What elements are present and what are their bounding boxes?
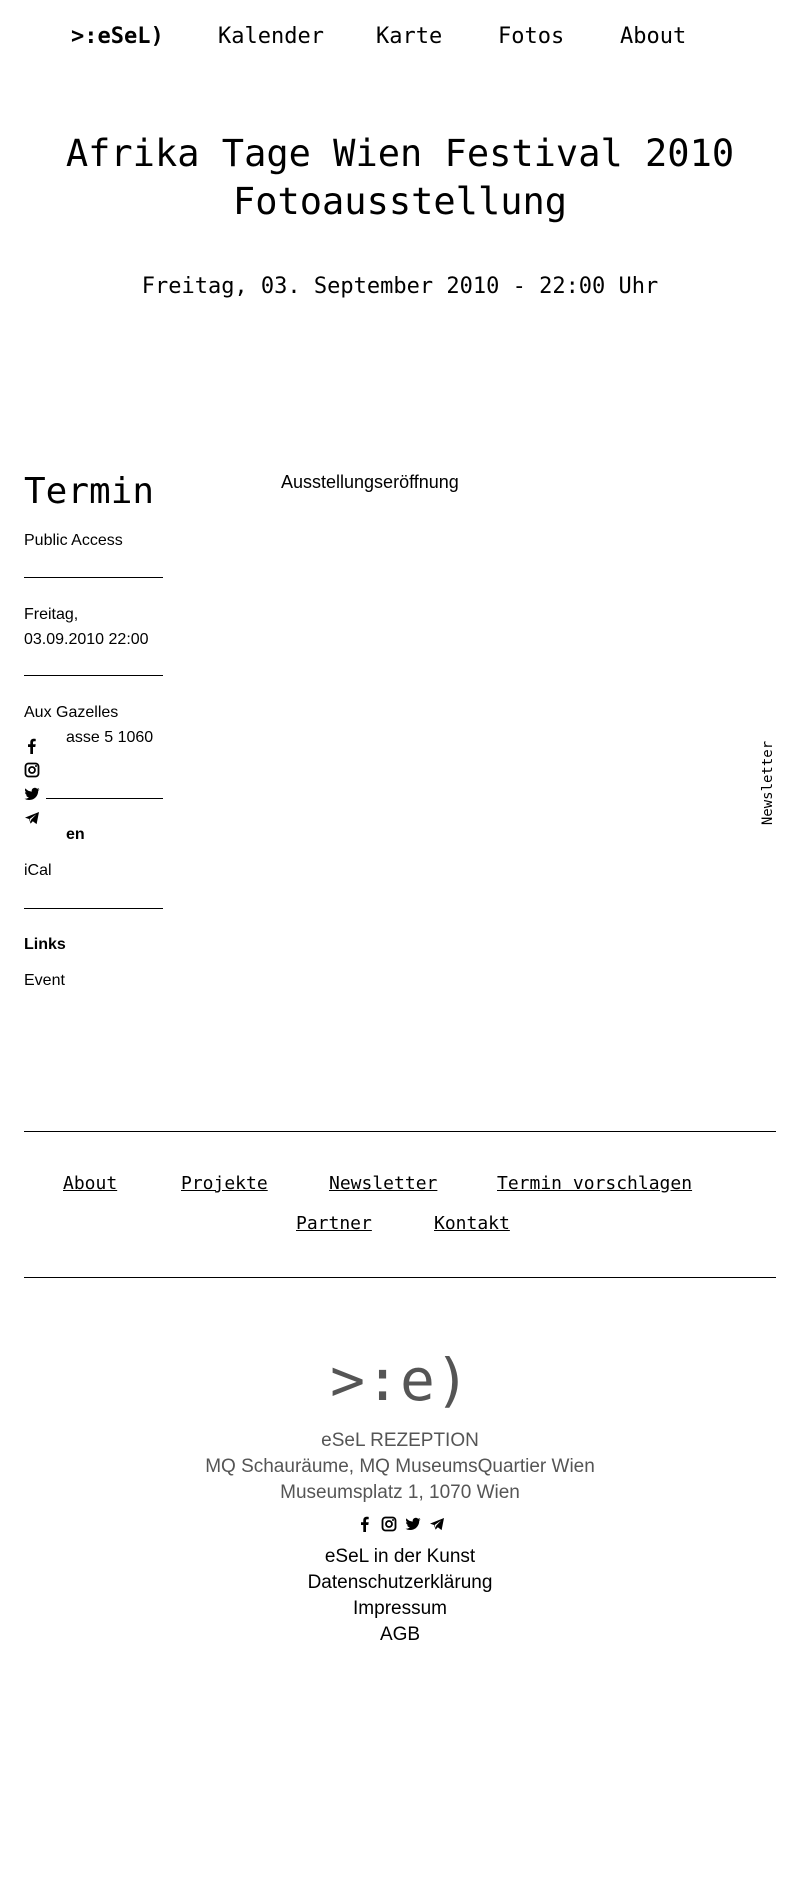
instagram-icon[interactable] [24, 762, 40, 778]
esel-emblem: >:e) [330, 1346, 470, 1414]
org-name: eSeL REZEPTION [321, 1430, 479, 1451]
termin-heading: Termin [24, 471, 155, 512]
footer-link-newsletter[interactable]: Newsletter [329, 1173, 438, 1194]
footer-link-about[interactable]: About [63, 1173, 118, 1194]
event-date-heading: Freitag, 03. September 2010 - 22:00 Uhr [141, 274, 659, 299]
event-title [0, 130, 800, 226]
footer-divider-top [24, 1131, 776, 1132]
event-title-line2: Fotoausstellung [232, 180, 568, 223]
event-description: Ausstellungseröffnung [281, 472, 459, 492]
org-address-line2: Museumsplatz 1, 1070 Wien [280, 1482, 520, 1503]
export-heading: en [66, 826, 85, 843]
telegram-icon[interactable] [24, 810, 40, 826]
footer-link-datenschutz[interactable]: Datenschutzerklärung [307, 1572, 493, 1593]
event-date-line2: 03.09.2010 22:00 [24, 631, 149, 648]
divider [24, 908, 163, 909]
event-link[interactable]: Event [24, 972, 65, 989]
nav-karte[interactable]: Karte [376, 24, 443, 49]
footer-link-projekte[interactable]: Projekte [181, 1173, 268, 1194]
divider [24, 675, 163, 676]
footer-link-partner[interactable]: Partner [296, 1213, 372, 1234]
event-title-line1: Afrika Tage Wien Festival 2010 [65, 132, 735, 175]
event-date-line1: Freitag, [24, 606, 79, 623]
org-address-line1: MQ Schauräume, MQ MuseumsQuartier Wien [205, 1456, 595, 1477]
footer-link-termin[interactable]: Termin vorschlagen [497, 1173, 693, 1194]
facebook-icon[interactable] [24, 738, 40, 754]
footer-link-impressum[interactable]: Impressum [353, 1598, 447, 1619]
venue-name: Aux Gazelles [24, 704, 119, 721]
footer-link-esel-kunst[interactable]: eSeL in der Kunst [324, 1546, 476, 1567]
twitter-icon[interactable] [405, 1516, 421, 1532]
access-label: Public Access [24, 532, 123, 549]
footer-link-kontakt[interactable]: Kontakt [434, 1213, 510, 1234]
newsletter-tab[interactable] [756, 742, 780, 824]
social-share-bar [24, 738, 46, 834]
footer-social-icons [357, 1516, 447, 1534]
footer-divider-bottom [24, 1277, 776, 1278]
logo-link[interactable]: >:eSeL) [71, 24, 164, 49]
nav-about[interactable]: About [620, 24, 687, 49]
nav-fotos[interactable]: Fotos [498, 24, 565, 49]
facebook-icon[interactable] [357, 1516, 373, 1532]
nav-kalender[interactable]: Kalender [218, 24, 324, 49]
links-heading: Links [24, 936, 66, 953]
telegram-icon[interactable] [429, 1516, 445, 1532]
divider [24, 577, 163, 578]
twitter-icon[interactable] [24, 786, 40, 802]
footer-link-agb[interactable]: AGB [379, 1624, 421, 1645]
venue-address: asse 5 1060 [66, 729, 154, 746]
top-nav [0, 22, 800, 52]
ical-link[interactable]: iCal [24, 862, 52, 879]
newsletter-tab-label: Newsletter [760, 740, 776, 826]
instagram-icon[interactable] [381, 1516, 397, 1532]
